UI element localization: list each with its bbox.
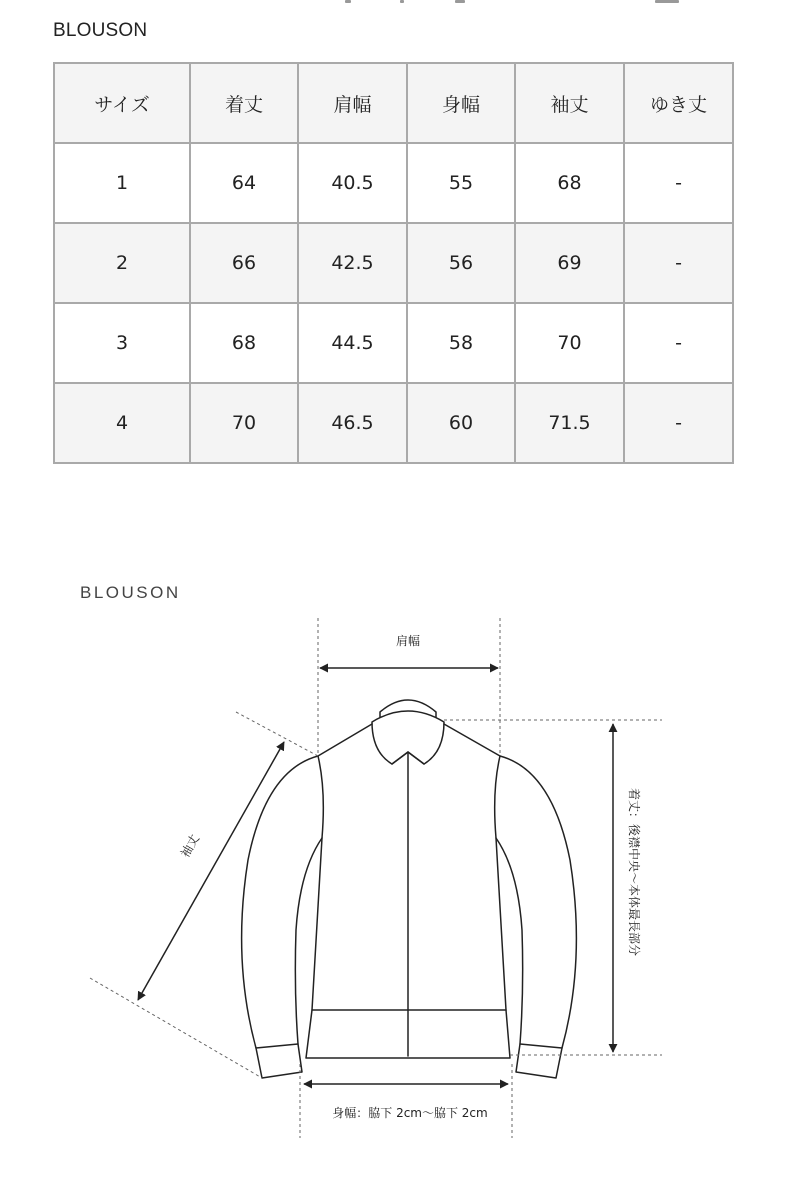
table-cell: 58 <box>407 303 515 383</box>
size-table <box>53 62 734 464</box>
table-cell: 70 <box>515 303 624 383</box>
shoulder-width-label: 肩幅 <box>395 634 421 648</box>
table-cell: 68 <box>190 303 298 383</box>
table-cell: - <box>624 383 733 463</box>
table-cell: 55 <box>407 143 515 223</box>
table-cell: - <box>624 143 733 223</box>
table-cell: 42.5 <box>298 223 407 303</box>
table-header-row <box>54 63 733 143</box>
table-cell: 70 <box>190 383 298 463</box>
guide-lines <box>90 618 662 1138</box>
table-cell: 4 <box>54 383 190 463</box>
header-size: サイズ <box>54 63 190 143</box>
table-cell: 2 <box>54 223 190 303</box>
table-cell: 40.5 <box>298 143 407 223</box>
table-cell: 44.5 <box>298 303 407 383</box>
table-row <box>54 383 733 463</box>
table-cell: 56 <box>407 223 515 303</box>
diagram-title: BLOUSON <box>80 583 181 602</box>
body-width-label: 身幅：脇下 2cm～脇下 2cm <box>332 1106 488 1120</box>
table-row <box>54 223 733 303</box>
header-length: 着丈 <box>190 63 298 143</box>
body-length-label: 着丈：後襟中央～本体最長部分 <box>627 788 641 957</box>
header-chest: 身幅 <box>407 63 515 143</box>
table-cell: 64 <box>190 143 298 223</box>
table-cell: 3 <box>54 303 190 383</box>
table-row <box>54 303 733 383</box>
table-row <box>54 143 733 223</box>
measurement-diagram <box>0 560 787 1200</box>
sleeve-length-label: 袖丈 <box>177 832 203 860</box>
table-cell: 60 <box>407 383 515 463</box>
section-title: BLOUSON <box>53 20 148 41</box>
header-yuki: ゆき丈 <box>624 63 733 143</box>
header-sleeve: 袖丈 <box>515 63 624 143</box>
table-cell: 46.5 <box>298 383 407 463</box>
table-cell: 69 <box>515 223 624 303</box>
table-cell: 1 <box>54 143 190 223</box>
cropped-top-fragments <box>0 0 787 8</box>
table-cell: - <box>624 223 733 303</box>
table-cell: 66 <box>190 223 298 303</box>
jacket-illustration <box>242 700 577 1078</box>
table-cell: 71.5 <box>515 383 624 463</box>
header-shoulder: 肩幅 <box>298 63 407 143</box>
table-cell: 68 <box>515 143 624 223</box>
table-cell: - <box>624 303 733 383</box>
